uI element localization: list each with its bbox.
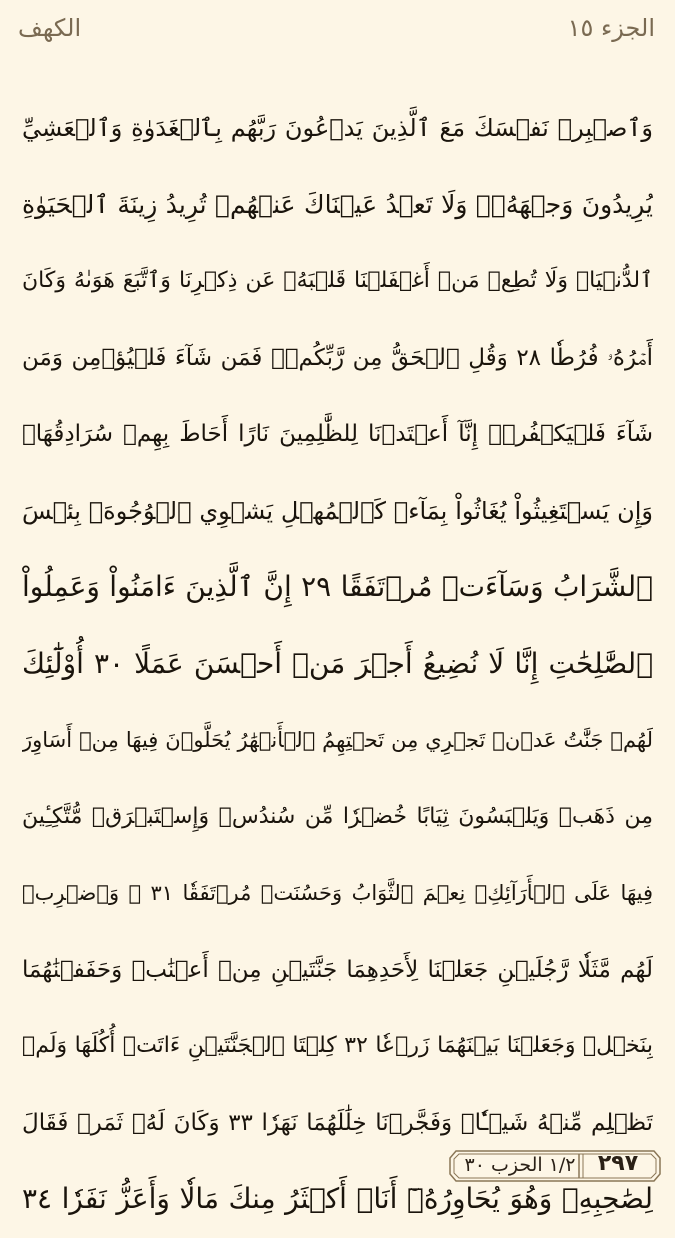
verse-line-4: أَمۡرُهُۥ فُرُطٗا ٢٨ وَقُلِ ٱلۡحَقُّ مِن رَّبِّكُمۡۖ فَمَن شَآءَ فَلۡيُؤۡمِن وَمَن xyxy=(22,344,653,371)
verse-line-5: شَآءَ فَلۡيَكۡفُرۡۚ إِنَّآ أَعۡتَدۡنَا لِلظَّٰلِمِينَ نَارًا أَحَاطَ بِهِمۡ سُرَادِقُهَاۚ xyxy=(22,421,653,447)
page-footer xyxy=(0,1142,675,1192)
juz-label: الجزء ١٥ xyxy=(567,14,655,42)
page-header xyxy=(0,0,675,70)
page-number: ٢٩٧ xyxy=(597,1151,639,1176)
verse-line-6: وَإِن يَسۡتَغِيثُواْ يُغَاثُواْ بِمَآءٖ كَٱلۡمُهۡلِ يَشۡوِي ٱلۡوُجُوهَۚ بِئۡسَ xyxy=(22,496,653,525)
verse-line-12: لَهُم مَّثَلٗا رَّجُلَيۡنِ جَعَلۡنَا لِأَحَدِهِمَا جَنَّتَيۡنِ مِنۡ أَعۡنَٰبٖ وَحَفَفۡنَٰهُمَا xyxy=(22,956,653,983)
surah-name: الكهف xyxy=(18,14,82,42)
verse-line-11: فِيهَا عَلَى ٱلۡأَرَآئِكِۚ نِعۡمَ ٱلثَّوَابُ وَحَسُنَتۡ مُرۡتَفَقٗا ٣١ ۞ وَٱضۡرِبۡ xyxy=(22,881,653,905)
quran-page-text xyxy=(22,90,653,1238)
verse-line-15: لِصَٰحِبِهِۦ وَهُوَ يُحَاوِرُهُۥٓ أَنَا۠ أَكۡثَرُ مِنكَ مَالٗا وَأَعَزُّ نَفَرٗا ٣٤ xyxy=(22,1182,653,1215)
verse-line-3: ٱلدُّنۡيَاۖ وَلَا تُطِعۡ مَنۡ أَغۡفَلۡنَا قَلۡبَهُۥ عَن ذِكۡرِنَا وَٱتَّبَعَ هَوَىٰهُ وَكَانَ xyxy=(22,268,653,293)
verse-line-13: بِنَخۡلٖ وَجَعَلۡنَا بَيۡنَهُمَا زَرۡعٗا ٣٢ كِلۡتَا ٱلۡجَنَّتَيۡنِ ءَاتَتۡ أُكُلَهَا وَلَمۡ xyxy=(22,1033,653,1058)
verse-line-14: تَظۡلِم مِّنۡهُ شَيۡـٔٗاۚ وَفَجَّرۡنَا خِلَٰلَهُمَا نَهَرٗا ٣٣ وَكَانَ لَهُۥ ثَمَرٞ فَقَالَ xyxy=(22,1109,653,1136)
verse-line-7: ٱلشَّرَابُ وَسَآءَتۡ مُرۡتَفَقًا ٢٩ إِنَّ ٱلَّذِينَ ءَامَنُواْ وَعَمِلُواْ xyxy=(22,570,653,603)
verse-line-2: يُرِيدُونَ وَجۡهَهُۥۖ وَلَا تَعۡدُ عَيۡنَاكَ عَنۡهُمۡ تُرِيدُ زِينَةَ ٱلۡحَيَوٰةِ xyxy=(22,189,653,219)
hizb-indicator: ١/٢ الحزب ٣٠ xyxy=(464,1154,576,1176)
verse-line-10: مِن ذَهَبٖ وَيَلۡبَسُونَ ثِيَابًا خُضۡرٗا مِّن سُندُسٖ وَإِسۡتَبۡرَقٖ مُّتَّكِـِٔينَ xyxy=(22,803,653,829)
footer-frame xyxy=(446,1148,664,1184)
verse-line-1: وَٱصۡبِرۡ نَفۡسَكَ مَعَ ٱلَّذِينَ يَدۡعُونَ رَبَّهُم بِٱلۡغَدَوٰةِ وَٱلۡعَشِيِّ xyxy=(22,114,653,142)
verse-line-9: لَهُمۡ جَنَّٰتُ عَدۡنٖ تَجۡرِي مِن تَحۡتِهِمُ ٱلۡأَنۡهَٰرُ يُحَلَّوۡنَ فِيهَا مِنۡ أَسَاوِرَ xyxy=(22,728,653,752)
verse-line-8: ٱلصَّٰلِحَٰتِ إِنَّا لَا نُضِيعُ أَجۡرَ مَنۡ أَحۡسَنَ عَمَلًا ٣٠ أُوْلَٰٓئِكَ xyxy=(22,646,653,680)
